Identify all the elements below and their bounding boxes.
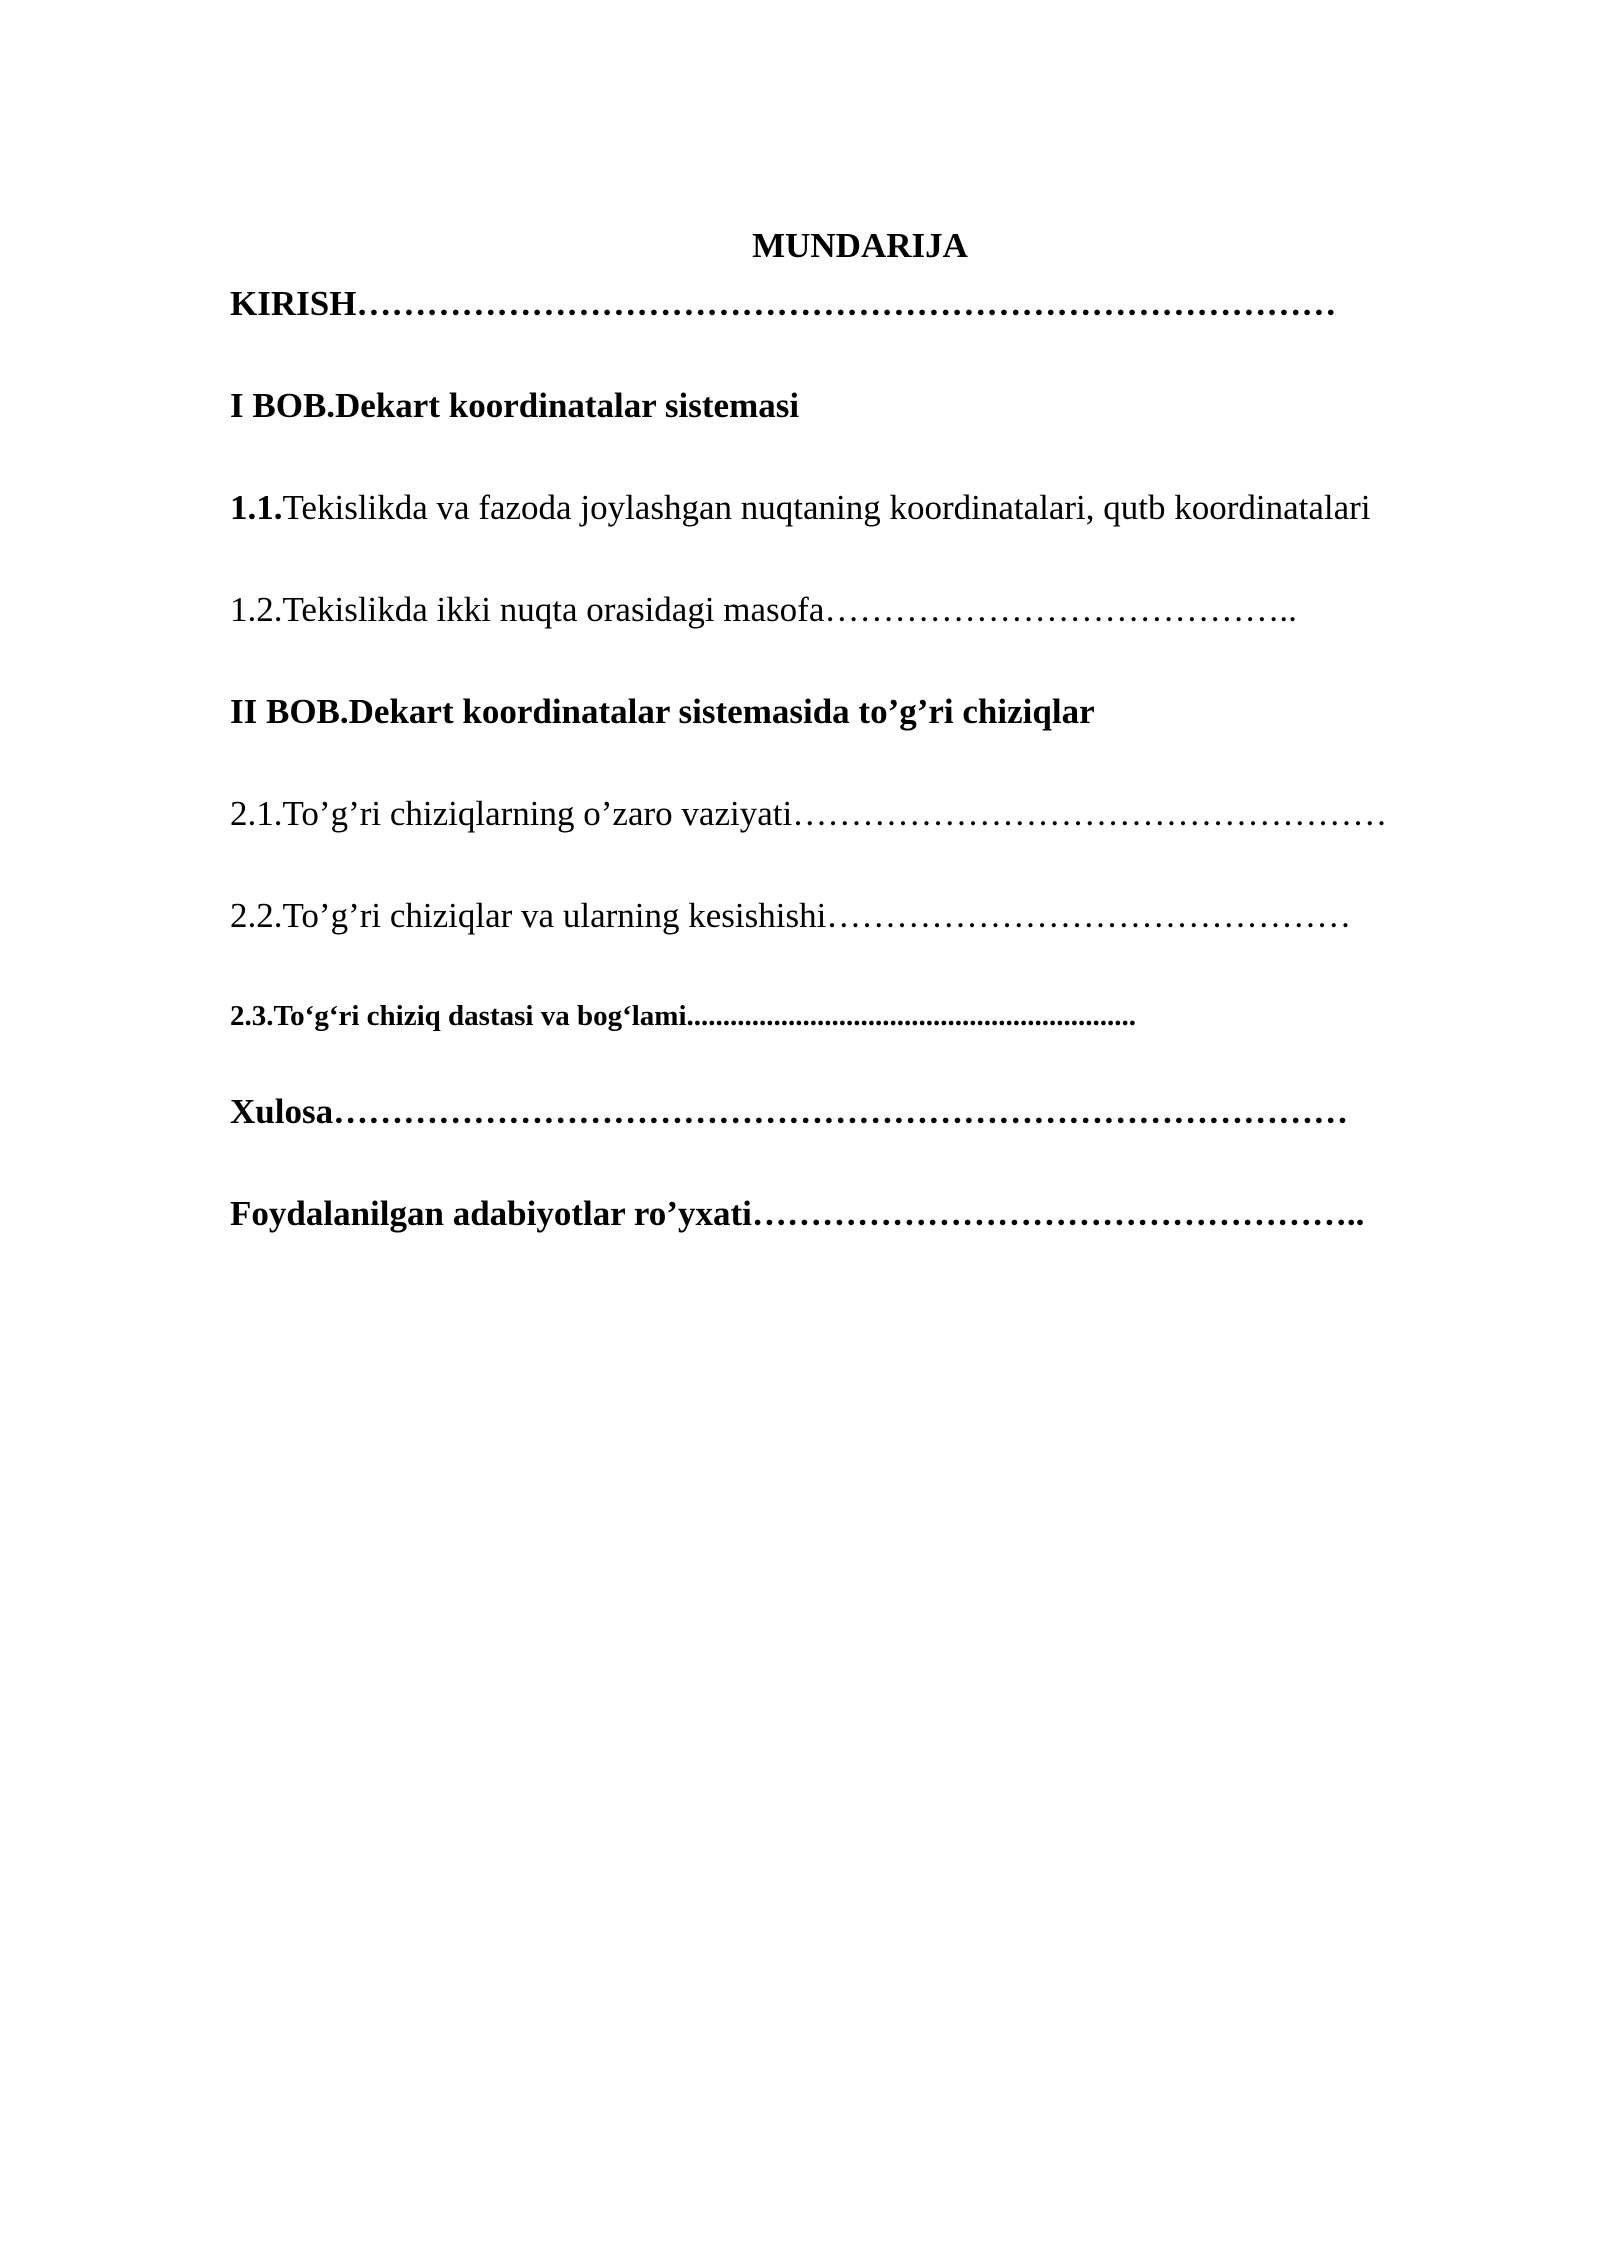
toc-entry-references: Foydalanilgan adabiyotlar ro’yxati……………………………………………..: [230, 1194, 1365, 1233]
toc-entry-section-2-3: 2.3.To‘g‘ri chiziq dastasi va bog‘lami..............................................................: [230, 1000, 1137, 1032]
toc-entry-section-2-1: 2.1.To’g’ri chiziqlarning o’zaro vaziyati……………………………………………: [230, 794, 1388, 833]
toc-entry-chapter-1: I BOB.Dekart koordinatalar sistemasi: [230, 386, 800, 425]
toc-entry-kirish: KIRISH…………………………………………………………………………: [230, 284, 1337, 323]
section-number: 1.1.: [230, 488, 283, 527]
toc-entry-section-1-1: [230, 484, 1371, 532]
section-title: Tekislikda va fazoda joylashgan nuqtaning koordinatalari, qutb koordinatalari: [282, 488, 1371, 527]
toc-entry-section-2-2: 2.2.To’g’ri chiziqlar va ularning kesishishi………………………………………: [230, 896, 1352, 935]
toc-entry-chapter-2: II BOB.Dekart koordinatalar sistemasida to’g’ri chiziqlar: [230, 692, 1095, 731]
page-title: MUNDARIJA: [752, 226, 968, 265]
toc-entry-conclusion: Xulosa……………………………………………………………………………: [230, 1092, 1349, 1131]
toc-entry-section-1-2: 1.2.Tekislikda ikki nuqta orasidagi masofa…………………………………..: [230, 590, 1297, 629]
